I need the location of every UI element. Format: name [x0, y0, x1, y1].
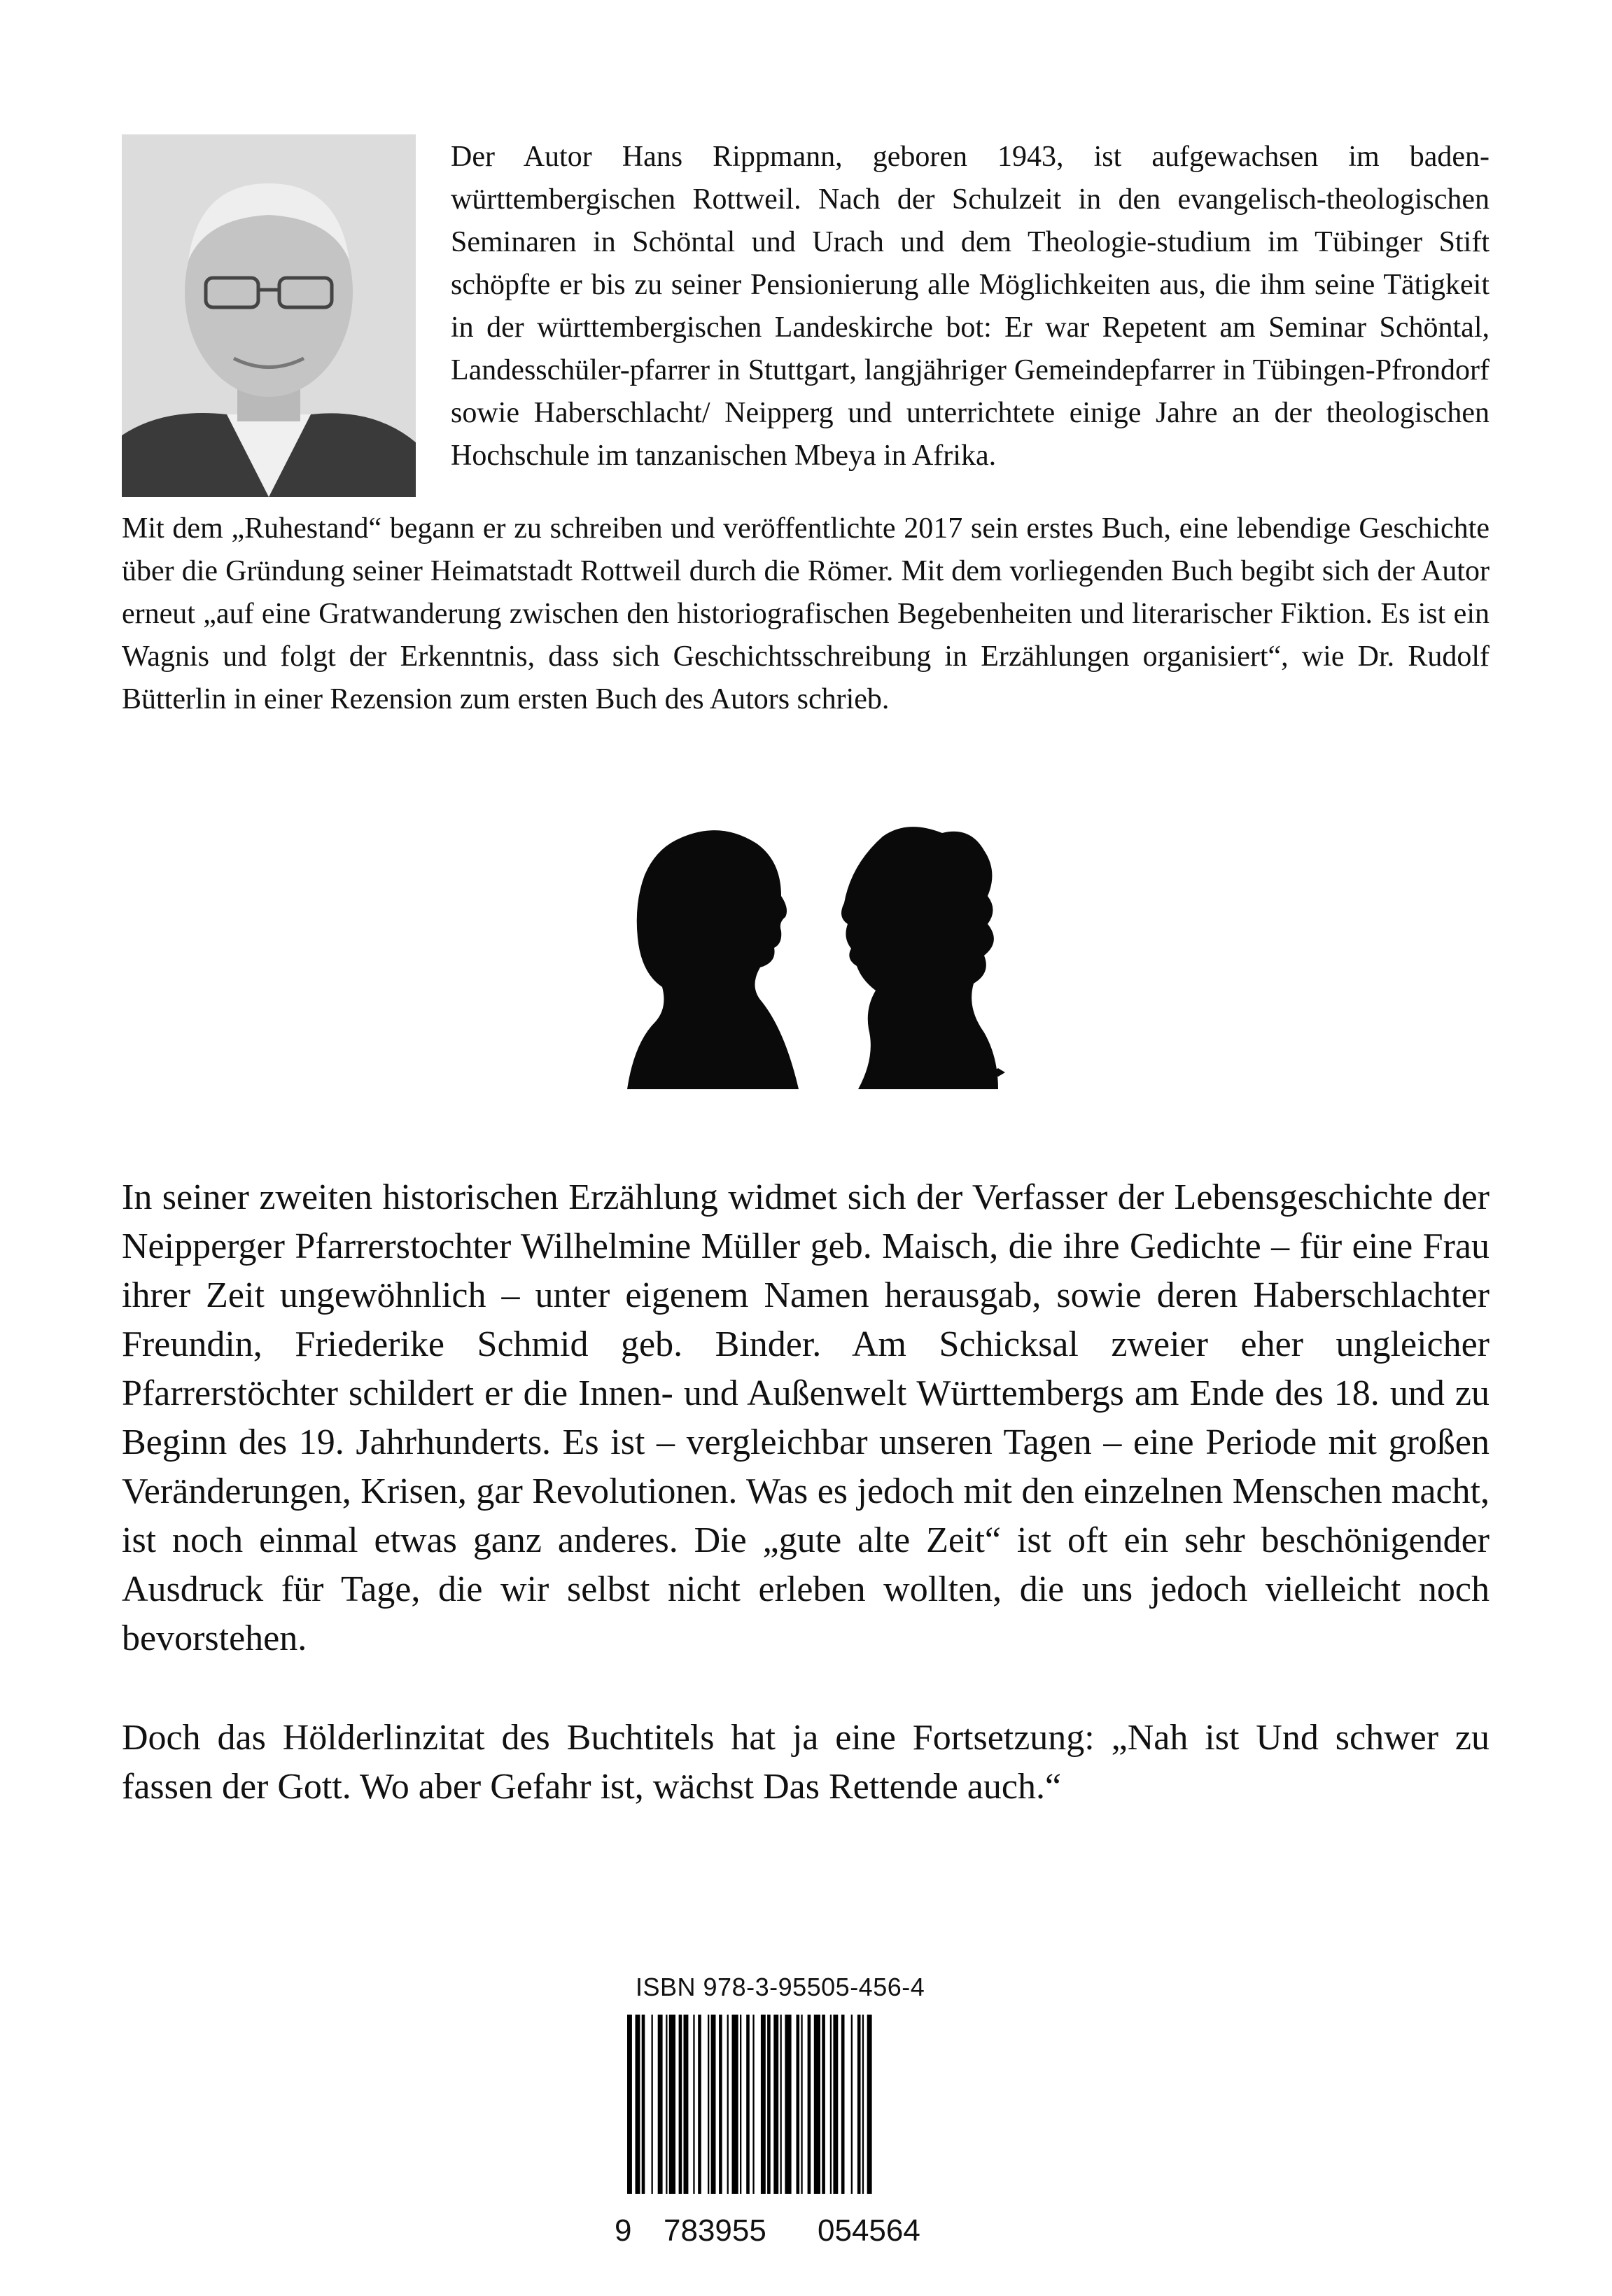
barcode-bar [679, 2015, 682, 2194]
author-photo [122, 134, 416, 497]
barcode-bar [767, 2015, 771, 2194]
barcode-bar [862, 2015, 864, 2194]
barcode-bar [797, 2015, 800, 2194]
blurb-paragraph-2: Doch das Hölderlinzitat des Buchtitels hat ja eine Fortsetzung: „Nah ist Und schwer zu fassen der Gott. Wo aber Gefahr ist, wächst Das Rettende auch.“ [122, 1718, 1490, 1807]
silhouettes-icon [606, 819, 1023, 1089]
barcode-bar [841, 2015, 845, 2194]
blurb-paragraph-1: In seiner zweiten historischen Erzählung widmet sich der Verfasser der Lebensgeschichte der Neipperger Pfarrerstochter Wilhelmine Müller geb. Maisch, die ihre Gedichte – für eine Frau ihrer Zeit ungewöhnlich – unter eigenem Namen herausgab, sowie deren Haberschlachter Freundin, Friederike Schmid geb. Binder. Am Schicksal zweier eher ungleicher Pfarrerstöchter schildert er die Innen- und Außenwelt Württembergs am Ende des 18. und zu Beginn des 19. Jahrhunderts. Es ist – vergleichbar unseren Tagen – eine Periode mit großen Veränderungen, Krisen, gar Revolutionen. Was es jedoch mit den einzelnen Menschen macht, ist noch einmal etwas ganz anderes. Die „gute alte Zeit“ ist oft ein sehr beschönigender Ausdruck für Tage, die wir selbst nicht erleben wollten, die uns jedoch vielleicht noch bevorstehen. [122, 1177, 1490, 1658]
barcode-bar [746, 2015, 750, 2194]
barcode-bar [719, 2015, 722, 2194]
barcode-bar [833, 2015, 838, 2194]
barcode-bar [693, 2015, 694, 2194]
barcode-bar [761, 2015, 766, 2194]
barcode-bar [642, 2015, 645, 2194]
barcode-bar [773, 2015, 778, 2194]
barcode-bar [740, 2015, 741, 2194]
barcode-bar [752, 2015, 754, 2194]
barcode [623, 2015, 966, 2194]
barcode-icon [623, 2015, 966, 2194]
silhouette-portraits [606, 819, 1023, 1089]
author-bio-top: Der Autor Hans Rippmann, geboren 1943, ist aufgewachsen im baden-württembergischen Rottweil. Nach der Schulzeit in den evangelisch-theologischen Seminaren in Schöntal und Urach und dem Theologie-studium im Tübinger Stift schöpfte er bis zu seiner Pensionierung alle Möglichkeiten aus, die ihm seine Tätigkeit in der württembergischen Landeskirche bot: Er war Repetent am Seminar Schöntal, Landesschüler-pfarrer in Stuttgart, langjähriger Gemeindepfarrer in Tübingen-Pfrondorf sowie Haberschlacht/ Neipperg und unterrichtete einige Jahre an der theologischen Hochschule im tanzanischen Mbeya in Afrika. [451, 141, 1490, 472]
isbn-label: ISBN 978-3-95505-456-4 [636, 1973, 925, 2001]
barcode-bar [727, 2015, 729, 2194]
barcode-bar [830, 2015, 832, 2194]
barcode-bar [867, 2015, 872, 2194]
barcode-bar [801, 2015, 802, 2194]
barcode-bar [627, 2015, 632, 2194]
barcode-bar [652, 2015, 653, 2194]
barcode-digits-left: 783955 [664, 2213, 766, 2248]
barcode-bar [698, 2015, 701, 2194]
barcode-digits-right: 054564 [818, 2213, 920, 2248]
barcode-bar [711, 2015, 716, 2194]
author-portrait-icon [122, 134, 416, 497]
barcode-bar [780, 2015, 782, 2194]
barcode-bar [658, 2015, 663, 2194]
barcode-bar [684, 2015, 689, 2194]
barcode-bar [669, 2015, 675, 2194]
barcode-bar [857, 2015, 861, 2194]
barcode-bar [808, 2015, 811, 2194]
barcode-bar [822, 2015, 825, 2194]
barcode-bar [666, 2015, 667, 2194]
barcode-bar [636, 2015, 640, 2194]
barcode-bar [851, 2015, 853, 2194]
author-bio-continued: Mit dem „Ruhestand“ begann er zu schreiben und veröffentlichte 2017 sein erstes Buch, eine lebendige Geschichte über die Gründung seiner Heimatstadt Rottweil durch die Römer. Mit dem vorliegenden Buch begibt sich der Autor erneut „auf eine Gratwanderung zwischen den historiografischen Begebenheiten und literarischer Fiktion. Es ist ein Wagnis und folgt der Erkenntnis, dass sich Geschichtsschreibung in Erzählungen organisiert“, wie Dr. Rudolf Bütterlin in einer Rezension zum ersten Buch des Autors schrieb. [122, 512, 1490, 715]
barcode-bar [732, 2015, 738, 2194]
barcode-digit-lead: 9 [615, 2213, 632, 2248]
barcode-bar [785, 2015, 791, 2194]
barcode-bar [708, 2015, 709, 2194]
barcode-bar [814, 2015, 820, 2194]
